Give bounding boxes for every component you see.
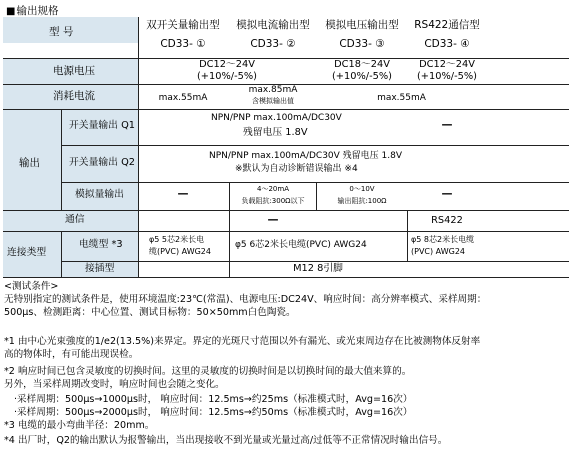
power-value-4: DC12～24V	[419, 59, 475, 70]
cable-c1-line2: 缆(PVC) AWG24	[149, 247, 211, 256]
power-tol-4: (+10%/-5%)	[416, 71, 477, 82]
row-divider	[3, 109, 569, 110]
comm-c123-dash: —	[267, 213, 279, 226]
output-spec-table	[3, 17, 569, 278]
analog-c3-line1: 0～10V	[349, 185, 375, 193]
col-header-model-1: CD33- ①	[160, 38, 206, 50]
cable-c23: φ5 6芯2米长电缆(PVC) AWG24	[235, 240, 367, 250]
current-value-1: max.55mA	[158, 93, 208, 103]
power-value-12: DC12～24V	[199, 59, 255, 70]
analog-c2-line1: 4～20mA	[257, 185, 289, 193]
power-label: 电源电压	[53, 65, 95, 77]
plug-label: 接插型	[85, 263, 115, 274]
note-1-line1: *1 由中心光束強度的1/e2(13.5%)来界定。界定的光斑尺寸范围以外有漏光、或光束周边存在比被测物体反射率	[4, 336, 481, 347]
cable-c4-line1: φ5 8芯2米长电缆	[411, 235, 475, 244]
output-group-label: 输出	[19, 157, 40, 169]
section-title	[6, 3, 58, 18]
cable-label: 电缆型 *3	[79, 239, 123, 250]
col-header-model-3: CD33- ③	[339, 38, 385, 50]
col-header-model-4: CD33- ④	[424, 38, 470, 50]
q2-spec-line1: NPN/PNP max.100mA/DC30V 残留电压 1.8V	[209, 151, 402, 161]
test-conditions-line2: 500μs、检测距离：中心位置、测试目标物：50×50mm白色陶瓷。	[4, 307, 296, 318]
cable-c4-line2: (PVC) AWG24	[411, 247, 465, 256]
q1-spec-line1: NPN/PNP max.100mA/DC30V	[211, 113, 342, 123]
comm-c4: RS422	[431, 215, 463, 226]
col-header-name-4: RS422通信型	[414, 19, 480, 31]
row-divider	[3, 231, 569, 232]
col-header-name-1: 双开关量输出型	[146, 19, 220, 31]
connection-group-label: 连接类型	[7, 247, 47, 258]
q1-spec-line2: 残留电压 1.8V	[243, 127, 308, 138]
note-2-line2: 另外，当采样周期改变时，响应时间也会随之变化。	[4, 379, 225, 390]
power-tol-3: (+10%/-5%)	[331, 71, 392, 82]
analog-c3-line2: 输出阻抗:100Ω	[337, 197, 387, 205]
col-header-name-3: 模拟电压输出型	[325, 19, 399, 31]
analog-c2-line2: 负载阻抗:300Ω以下	[241, 197, 305, 205]
note-2-line1: *2 响应时间已包含灵敏度的切换时间。这里的灵敏度的切换时间是以切换时间的最大值来算的。	[4, 366, 412, 377]
note-4: *4 出厂时，Q2的输出默认为报警输出，当出现接收不到光量或光量过高/过低等不正常情况时输出信号。	[4, 435, 448, 446]
current-value-2: max.85mA	[248, 85, 298, 95]
note-2-line3: ·采样周期：500μs→1000μs时， 响应时间：12.5ms→约25ms（标准模式时，Avg=16次）	[14, 394, 413, 405]
note-1-line2: 高的物体时，有可能出现误检。	[4, 349, 139, 360]
note-2-line4: ·采样周期：500μs→2000μs时， 响应时间：12.5ms→约50ms（标准模式时，Avg=16次）	[14, 407, 413, 418]
analog-c4-dash: —	[441, 187, 453, 200]
power-tol-12: (+10%/-5%)	[196, 71, 257, 82]
col-divider	[61, 231, 62, 278]
plug-value: M12 8引脚	[293, 263, 343, 274]
row-divider	[3, 210, 569, 211]
bullet-square-icon: ■	[6, 6, 16, 17]
current-note-2: 含模拟输出值	[252, 97, 294, 105]
analog-c1-dash: —	[177, 187, 189, 200]
q2-spec-line2: ※默认为自动诊断错误输出 ※4	[235, 164, 358, 174]
q1-c4-dash: —	[441, 118, 453, 131]
current-value-34: max.55mA	[377, 93, 426, 103]
comm-label: 通信	[65, 214, 85, 225]
note-3: *3 电缆的最小弯曲半径：20mm。	[4, 420, 155, 431]
power-value-3: DC18～24V	[334, 59, 390, 70]
col-divider	[61, 109, 62, 210]
q1-label: 开关量输出 Q1	[69, 120, 136, 131]
section-title-text: 输出规格	[16, 5, 59, 17]
cable-c1-line1: φ5 5芯2米长电	[149, 235, 205, 244]
q2-label: 开关量输出 Q2	[69, 157, 136, 168]
col-header-model-2: CD33- ②	[250, 38, 296, 50]
test-conditions-heading: <测试条件>	[4, 281, 59, 292]
table-bottom-border	[3, 277, 569, 278]
type-label: 型 号	[49, 26, 74, 38]
test-conditions-line1: 无特别指定的测试条件是，使用环境温度:23℃(常温)、电源电压:DC24V、响应时间：高分辨率模式、采样周期：	[4, 294, 487, 305]
analog-label: 模拟量输出	[75, 189, 124, 200]
current-label: 消耗电流	[53, 90, 95, 102]
col-header-name-2: 模拟电流输出型	[236, 19, 310, 31]
col-divider	[138, 17, 139, 278]
